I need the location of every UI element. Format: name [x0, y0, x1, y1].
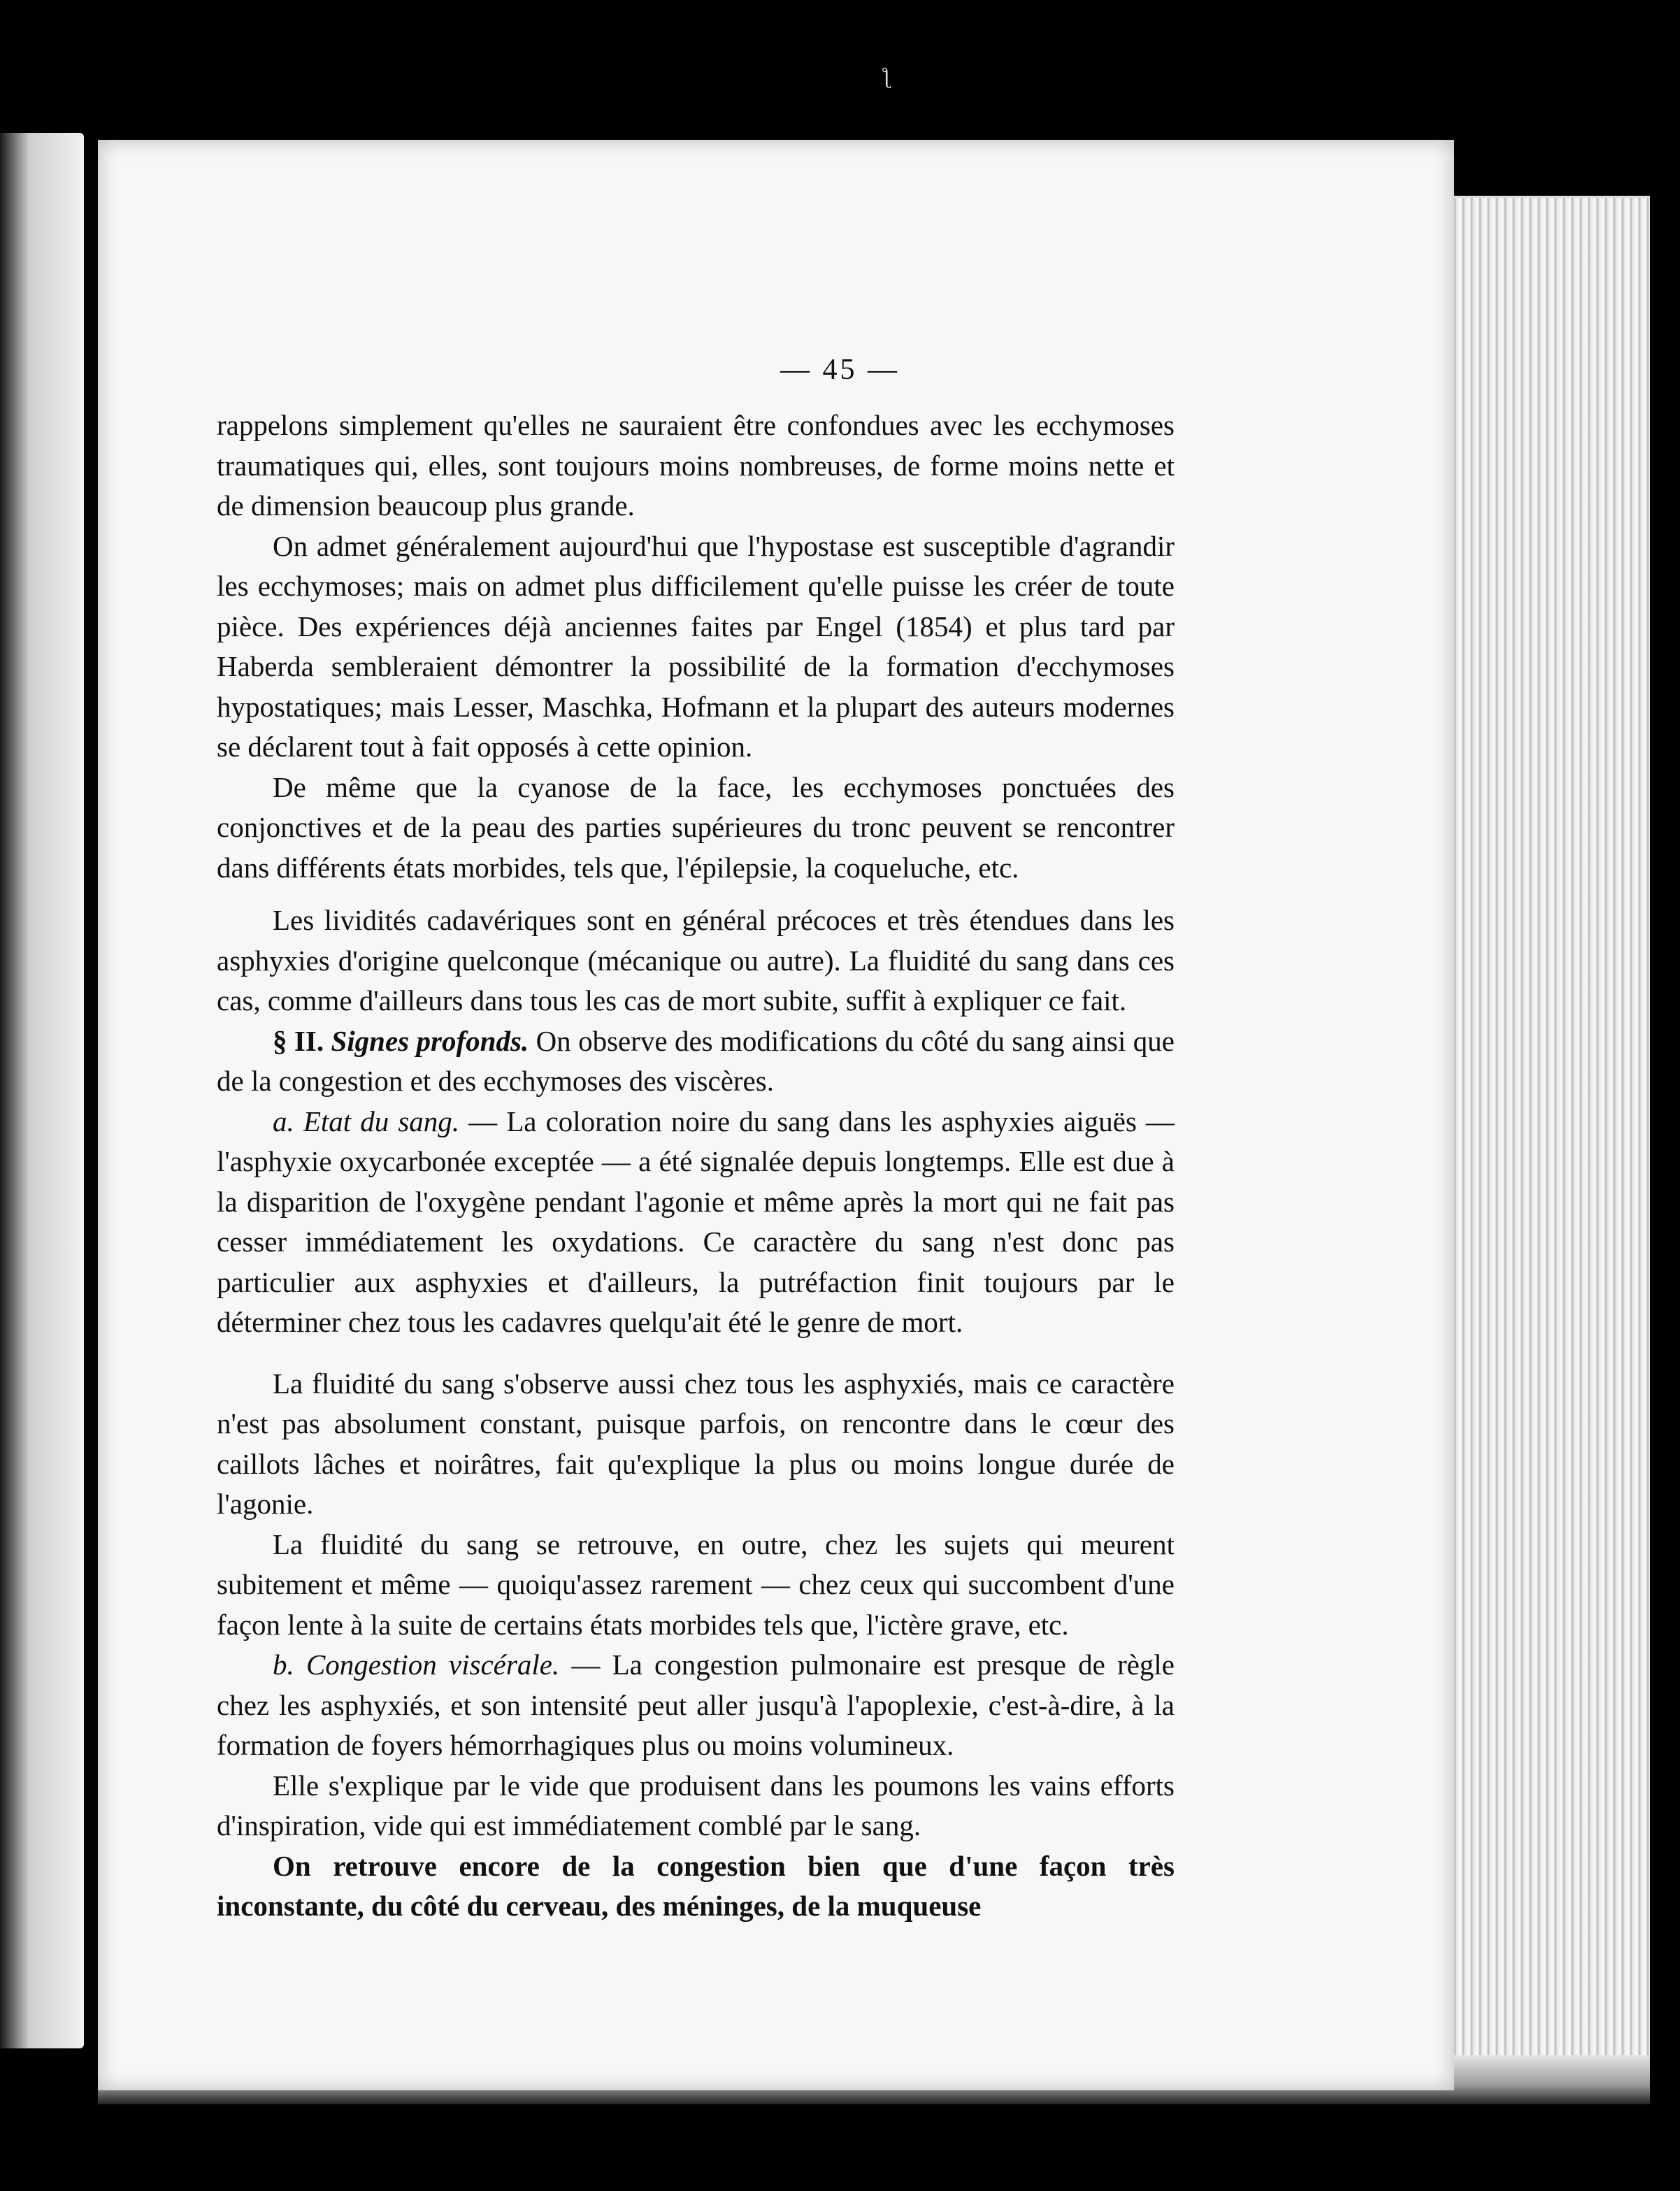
subsection-title: Etat du sang. [303, 1105, 460, 1137]
section-number: § II. [273, 1024, 324, 1057]
subsection-title: Congestion viscérale. [306, 1648, 560, 1681]
top-mark: ƪ [882, 63, 890, 88]
previous-page-edge [0, 133, 84, 2048]
subsection-text: — La congestion pulmonaire est presque de règle chez les asphyxiés, et son intensité peut aller jusqu'à l'apoplexie, c'est-à-dire, à la formation de foyers hémorrhagiques plus ou moins volumineux. [217, 1648, 1175, 1761]
paragraph: La fluidité du sang s'observe aussi chez tous les asphyxiés, mais ce caractère n'est pas absolument constant, puisque parfois, on rencontre dans le cœur des caillots lâches et noirâtres, fait qu'explique la plus ou moins longue durée de l'agonie. [217, 1367, 1175, 1520]
section-title: Signes profonds. [331, 1024, 529, 1057]
paragraph: On retrouve encore de la congestion bien que d'une façon très inconstante, du côté du cerveau, des méninges, de la muqueuse [217, 1849, 1175, 1922]
paragraph: De même que la cyanose de la face, les ecchymoses ponctuées des conjonctives et de la peau des parties supérieures du tronc peuvent se rencontrer dans différents états morbides, tels que, l'épilepsie, la coqueluche, etc. [217, 770, 1175, 884]
page-text [217, 405, 1175, 1927]
paragraph: rappelons simplement qu'elles ne sauraient être confondues avec les ecchymoses traumatiques qui, elles, sont toujours moins nombreuses, de forme moins nette et de dimension beaucoup plus grande. [217, 409, 1175, 522]
subsection-text: — La coloration noire du sang dans les asphyxies aiguës — l'asphyxie oxycarbonée exceptée — a été signalée depuis longtemps. Elle est due à la disparition de l'oxygène pendant l'agonie et même après la mort qui ne fait pas cesser immédiatement les oxydations. Ce caractère du sang n'est donc pas particulier aux asphyxies et d'ailleurs, la putréfaction finit toujours par le déterminer chez tous les cadavres quelqu'ait été le genre de mort. [217, 1105, 1175, 1338]
paragraph: La fluidité du sang se retrouve, en outre, chez les sujets qui meurent subitement et même — quoiqu'assez rarement — chez ceux qui succombent d'une façon lente à la suite de certains états morbides tels que, l'ictère grave, etc. [217, 1528, 1175, 1641]
paragraph: On admet généralement aujourd'hui que l'hypostase est susceptible d'agrandir les ecchymoses; mais on admet plus difficilement qu'elle puisse les créer de toute pièce. Des expériences déjà anciennes faites par Engel (1854) et plus tard par Haberda sembleraient démontrer la possibilité de la formation d'ecchymoses hypostatiques; mais Lesser, Maschka, Hofmann et la plupart des auteurs modernes se déclarent tout à fait opposés à cette opinion. [217, 529, 1175, 763]
section-text: On observe des modifications du côté du sang ainsi que de la congestion et des ecchymoses des viscères. [217, 1024, 1175, 1097]
page-number: — 45 — [780, 354, 900, 386]
paragraph: Les lividités cadavériques sont en général précoces et très étendues dans les asphyxies d'origine quelconque (mécanique ou autre). La fluidité du sang dans ces cas, comme d'ailleurs dans tous les cas de mort subite, suffit à expliquer ce fait. [217, 904, 1175, 1017]
subsection-paragraph [217, 1645, 1175, 1766]
page-stack-edge [1440, 196, 1650, 2071]
paragraph: Elle s'explique par le vide que produisent dans les poumons les vains efforts d'inspiration, vide qui est immédiatement comblé par le sang. [217, 1769, 1175, 1841]
section-paragraph [217, 1021, 1175, 1102]
subsection-paragraph [217, 1102, 1175, 1343]
subsection-letter: b. [273, 1648, 294, 1681]
subsection-letter: a. [273, 1105, 294, 1137]
